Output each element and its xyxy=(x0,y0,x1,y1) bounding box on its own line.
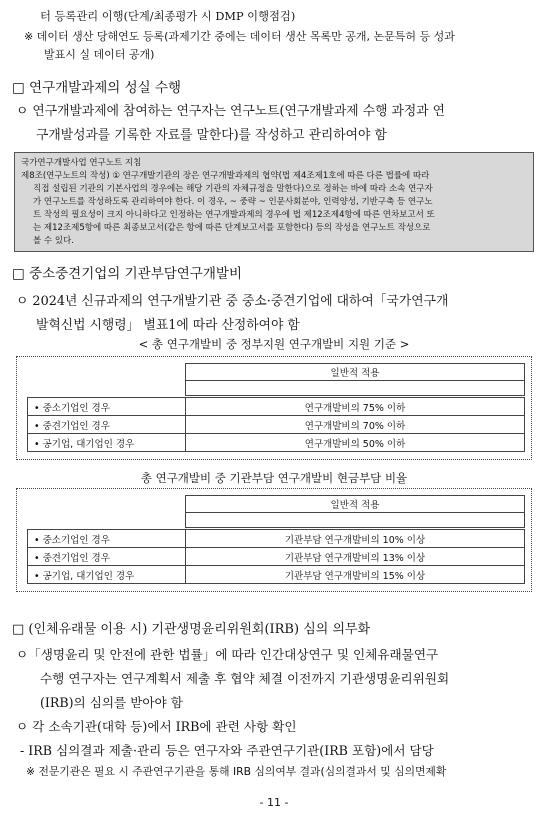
bullet-text-cont: 구개발성과를 기록한 자료를 말한다)를 작성하고 관리하여야 함 xyxy=(36,128,387,143)
bullet-text-cont: 수행 연구자는 연구계획서 제출 후 협약 체결 이전까지 기관생명윤리위원회 xyxy=(40,671,450,686)
cash-ratio-table xyxy=(16,488,532,592)
dash-text: - IRB 심의결과 제출·관리 등은 연구자와 주관연구기관(IRB 포함)에서 담당 xyxy=(20,743,434,758)
note-box-line: 는 제12조제5항에 따른 최종보고서(같은 항에 따른 단계보고서를 포함한다) 등의 작성을 연구노트 작성으로 xyxy=(33,223,431,233)
bullet-text: ㅇ 각 소속기관(대학 등)에서 IRB에 관련 사항 확인 xyxy=(16,719,297,734)
page-number: - 11 - xyxy=(259,796,289,809)
table-header-cell: 일반적 적용 xyxy=(185,363,525,381)
table-row-value: 기관부담 연구개발비의 10% 이상 xyxy=(185,529,525,548)
note-box-line: 트 작성의 필요성이 크지 아니하다고 인정하는 연구개발과제의 경우에 법 제12조제4항에 따른 연차보고서 또 xyxy=(33,210,435,220)
table-spacer-cell xyxy=(185,380,525,396)
table-title: < 총 연구개발비 중 정부지원 연구개발비 지원 기준 > xyxy=(138,337,410,351)
bullet-text: ㅇ「생명윤리 및 안전에 관한 법률」에 따라 인간대상연구 및 인체유래물연구 xyxy=(16,647,439,662)
note-line-cont: 발표시 실 데이터 공개) xyxy=(44,48,155,61)
table-title: 총 연구개발비 중 기관부담 연구개발비 현금부담 비율 xyxy=(140,471,408,485)
bullet-text: ㅇ 연구개발과제에 참여하는 연구자는 연구노트(연구개발과제 수행 과정과 연 xyxy=(16,104,446,119)
section-heading-2: □ 중소중견기업의 기관부담연구개발비 xyxy=(12,266,242,282)
table-spacer-cell xyxy=(185,512,525,528)
table-row-value: 연구개발비의 75% 이하 xyxy=(185,397,525,416)
section-heading-1: □ 연구개발과제의 성실 수행 xyxy=(12,80,182,96)
continuation-line: 터 등록관리 이행(단계/최종평가 시 DMP 이행점검) xyxy=(40,10,296,23)
note-box-line: 제8조(연구노트의 작성) ① 연구개발기관의 장은 연구개발과제의 협약(법 제4조제1호에 따른 다른 법률에 따라 xyxy=(21,171,430,181)
note-box-line: 가 연구노트를 작성하도록 관리하여야 한다. 이 경우, ~ 중략 ~ 인문사회분야, 인력양성, 기반구축 등 연구노 xyxy=(33,197,433,207)
note-line: ※ 전문기관은 필요 시 주관연구기관을 통해 IRB 심의여부 결과(심의결과서 및 심의면제확 xyxy=(26,765,447,778)
bullet-text-cont: 발혁신법 시행령」 별표1에 따라 산정하여야 함 xyxy=(36,318,300,333)
table-row-value: 연구개발비의 50% 이하 xyxy=(185,433,525,452)
bullet-text-cont: (IRB)의 심의를 받아야 함 xyxy=(40,695,183,710)
note-line: ※ 데이터 생산 당해연도 등록(과제기간 중에는 데이터 생산 목록만 공개, 논문특허 등 성과 xyxy=(24,30,455,43)
table-row-value: 기관부담 연구개발비의 15% 이상 xyxy=(185,565,525,584)
regulation-note-box xyxy=(14,152,534,252)
support-ratio-table xyxy=(16,356,532,460)
note-box-title: 국가연구개발사업 연구노트 지침 xyxy=(21,158,142,168)
table-row-label: • 중소기업인 경우 xyxy=(27,529,186,548)
table-row-label: • 공기업, 대기업인 경우 xyxy=(27,565,186,584)
table-row-value: 연구개발비의 70% 이하 xyxy=(185,415,525,434)
section-heading-3: □ (인체유래물 이용 시) 기관생명윤리위원회(IRB) 심의 의무화 xyxy=(12,622,371,637)
table-row-label: • 중견기업인 경우 xyxy=(27,415,186,434)
table-row-label: • 공기업, 대기업인 경우 xyxy=(27,433,186,452)
note-box-line: 볼 수 있다. xyxy=(33,236,74,246)
table-header-cell: 일반적 적용 xyxy=(185,495,525,513)
table-row-value: 기관부담 연구개발비의 13% 이상 xyxy=(185,547,525,566)
note-box-line: 직접 설립된 기관의 기본사업의 경우에는 해당 기관의 자체규정을 말한다)으로 정하는 바에 따라 소속 연구자 xyxy=(33,184,433,194)
table-row-label: • 중소기업인 경우 xyxy=(27,397,186,416)
table-row-label: • 중견기업인 경우 xyxy=(27,547,186,566)
bullet-text: ㅇ 2024년 신규과제의 연구개발기관 중 중소·중견기업에 대하여「국가연구개 xyxy=(16,294,449,309)
